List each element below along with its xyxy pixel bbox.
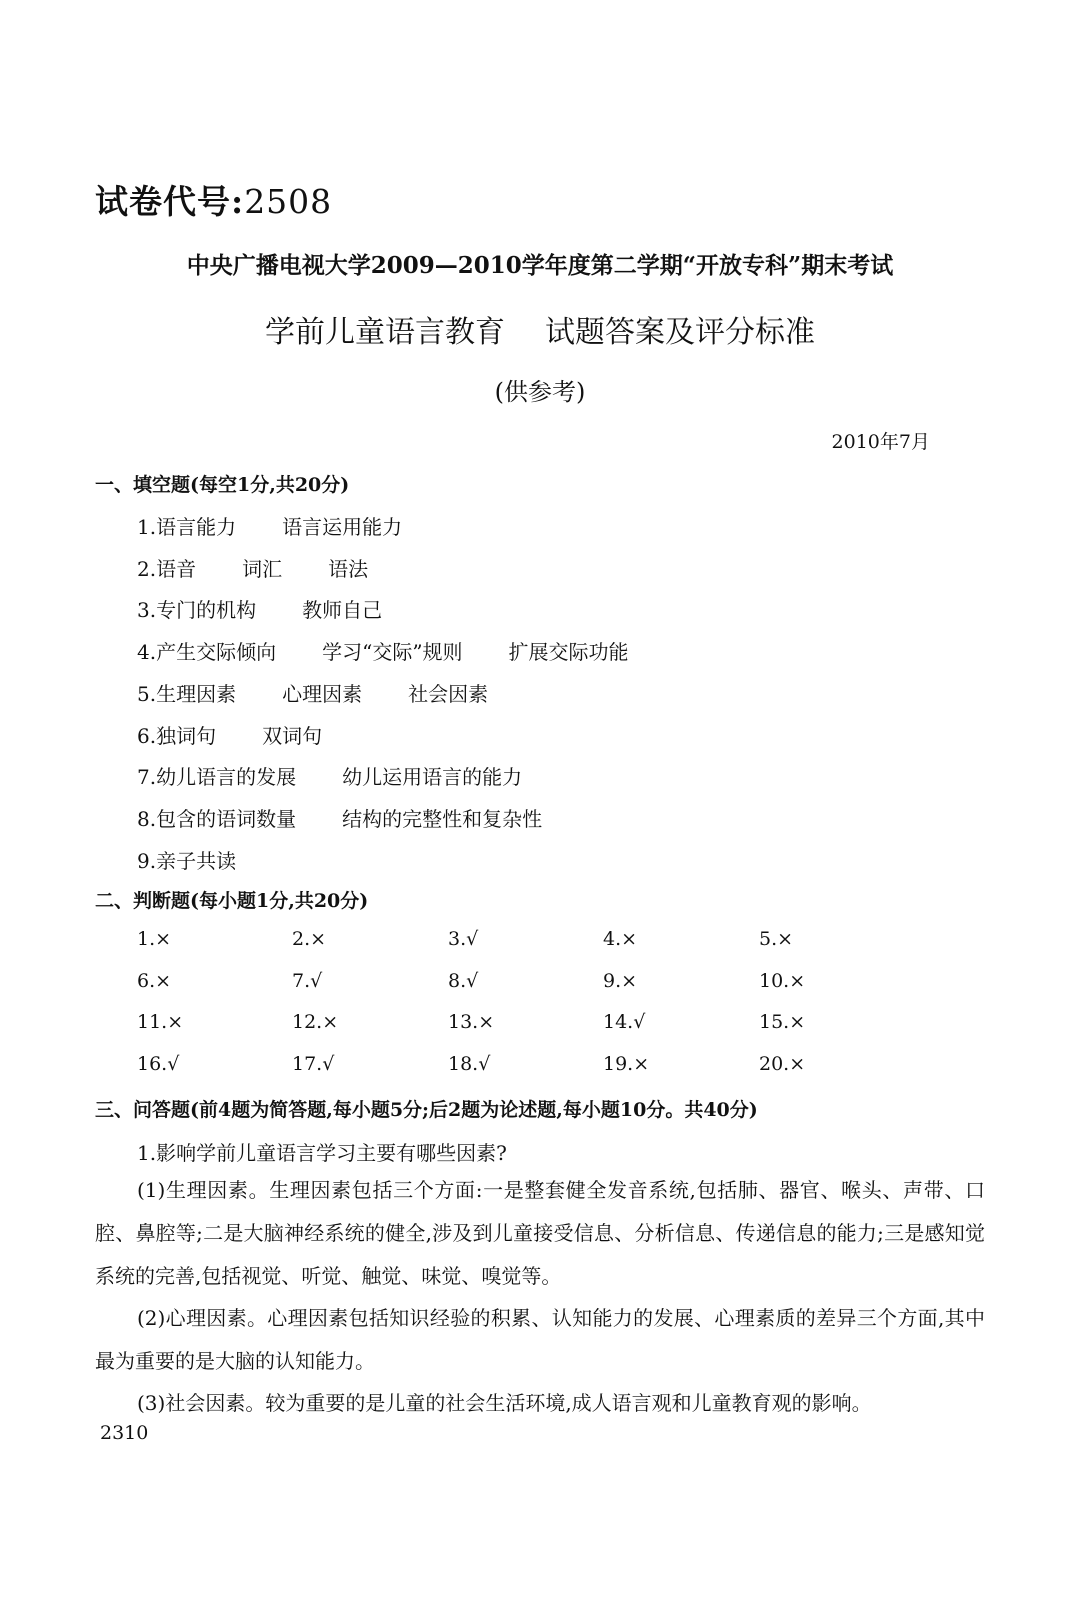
fill-answer: 双词句 xyxy=(262,723,323,748)
fill-answer: 社会因素 xyxy=(408,681,489,706)
paper-code xyxy=(95,176,332,223)
fill-item xyxy=(137,636,629,665)
section3-heading: 三、问答题(前4题为简答题,每小题5分;后2题为论述题,每小题10分。共40分) xyxy=(95,1099,758,1121)
fill-answer: 语法 xyxy=(328,556,369,581)
fill-answer: 结构的完整性和复杂性 xyxy=(342,806,543,831)
judgement-answer: 18.√ xyxy=(448,1053,491,1076)
fill-answer: 1.语言能力 xyxy=(137,515,237,539)
fill-item xyxy=(137,553,368,582)
fill-answer: 8.包含的语词数量 xyxy=(137,806,297,831)
judgement-answer: 7.√ xyxy=(292,969,323,992)
answer-paragraph-3: (3)社会因素。较为重要的是儿童的社会生活环境,成人语言观和儿童教育观的影响。 xyxy=(137,1391,872,1415)
document-title xyxy=(0,307,1080,351)
judgement-answer: 5.× xyxy=(759,928,794,950)
page-number: 2310 xyxy=(100,1422,149,1444)
fill-answer: 语言运用能力 xyxy=(282,515,403,539)
subtitle: (供参考) xyxy=(494,378,586,406)
title-suffix: 试题答案及评分标准 xyxy=(545,315,815,350)
judgement-answer: 16.√ xyxy=(137,1053,180,1076)
fill-answer: 教师自己 xyxy=(302,598,383,623)
judgement-answer: 12.× xyxy=(292,1011,339,1034)
fill-answer: 2.语音 xyxy=(137,556,197,581)
judgement-answer: 4.× xyxy=(603,928,638,950)
judgement-answer: 15.× xyxy=(759,1011,806,1034)
fill-item xyxy=(137,594,382,623)
fill-answer: 6.独词句 xyxy=(137,723,217,748)
fill-answer: 3.专门的机构 xyxy=(137,598,257,623)
judgement-answer: 3.√ xyxy=(448,928,479,950)
fill-item xyxy=(137,678,488,707)
fill-answer: 心理因素 xyxy=(282,681,363,706)
judgement-answer: 11.× xyxy=(137,1011,184,1034)
fill-answer: 7.幼儿语言的发展 xyxy=(137,765,297,790)
fill-answer: 扩展交际功能 xyxy=(508,640,629,665)
fill-answer: 幼儿运用语言的能力 xyxy=(342,765,523,790)
fill-answer: 9.亲子共读 xyxy=(137,848,237,873)
fill-item xyxy=(137,511,402,540)
judgement-answer: 1.× xyxy=(137,928,172,950)
judgement-answer: 6.× xyxy=(137,969,172,992)
judgement-answer: 10.× xyxy=(759,969,806,992)
judgement-answer: 17.√ xyxy=(292,1053,335,1076)
judgement-answer: 8.√ xyxy=(448,969,479,992)
judgement-answer: 20.× xyxy=(759,1053,806,1076)
fill-item xyxy=(137,803,542,832)
question-1: 1.影响学前儿童语言学习主要有哪些因素? xyxy=(137,1141,507,1165)
section2-heading: 二、判断题(每小题1分,共20分) xyxy=(95,890,369,912)
fill-item xyxy=(137,845,236,874)
course-name: 学前儿童语言教育 xyxy=(265,315,505,350)
judgement-answer: 13.× xyxy=(448,1011,495,1034)
fill-answer: 词汇 xyxy=(242,556,283,581)
exam-header: 中央广播电视大学2009—2010学年度第二学期“开放专科”期末考试 xyxy=(186,252,894,279)
fill-answer: 5.生理因素 xyxy=(137,681,237,706)
fill-item xyxy=(137,720,322,749)
fill-answer: 4.产生交际倾向 xyxy=(137,640,277,665)
judgement-answer: 19.× xyxy=(603,1053,650,1076)
answer-paragraph-1: (1)生理因素。生理因素包括三个方面:一是整套健全发音系统,包括肺、器官、喉头、声带、口腔、鼻腔等;二是大脑神经系统的健全,涉及到儿童接受信息、分析信息、传递信息的能力;三是感知觉系统的完善,包括视觉、听觉、触觉、味觉、嗅觉等。 xyxy=(95,1178,985,1288)
answer-paragraph-2: (2)心理因素。心理因素包括知识经验的积累、认知能力的发展、心理素质的差异三个方面,其中最为重要的是大脑的认知能力。 xyxy=(95,1306,985,1373)
paper-code-number: 2508 xyxy=(244,182,333,221)
judgement-answer: 14.√ xyxy=(603,1011,646,1034)
judgement-answer: 9.× xyxy=(603,969,638,992)
fill-answer: 学习“交际”规则 xyxy=(322,640,463,665)
judgement-answer: 2.× xyxy=(292,928,327,950)
paper-code-label: 试卷代号: xyxy=(95,182,245,221)
exam-date: 2010年7月 xyxy=(831,431,930,453)
section1-heading: 一、填空题(每空1分,共20分) xyxy=(95,474,350,496)
fill-item xyxy=(137,761,522,790)
